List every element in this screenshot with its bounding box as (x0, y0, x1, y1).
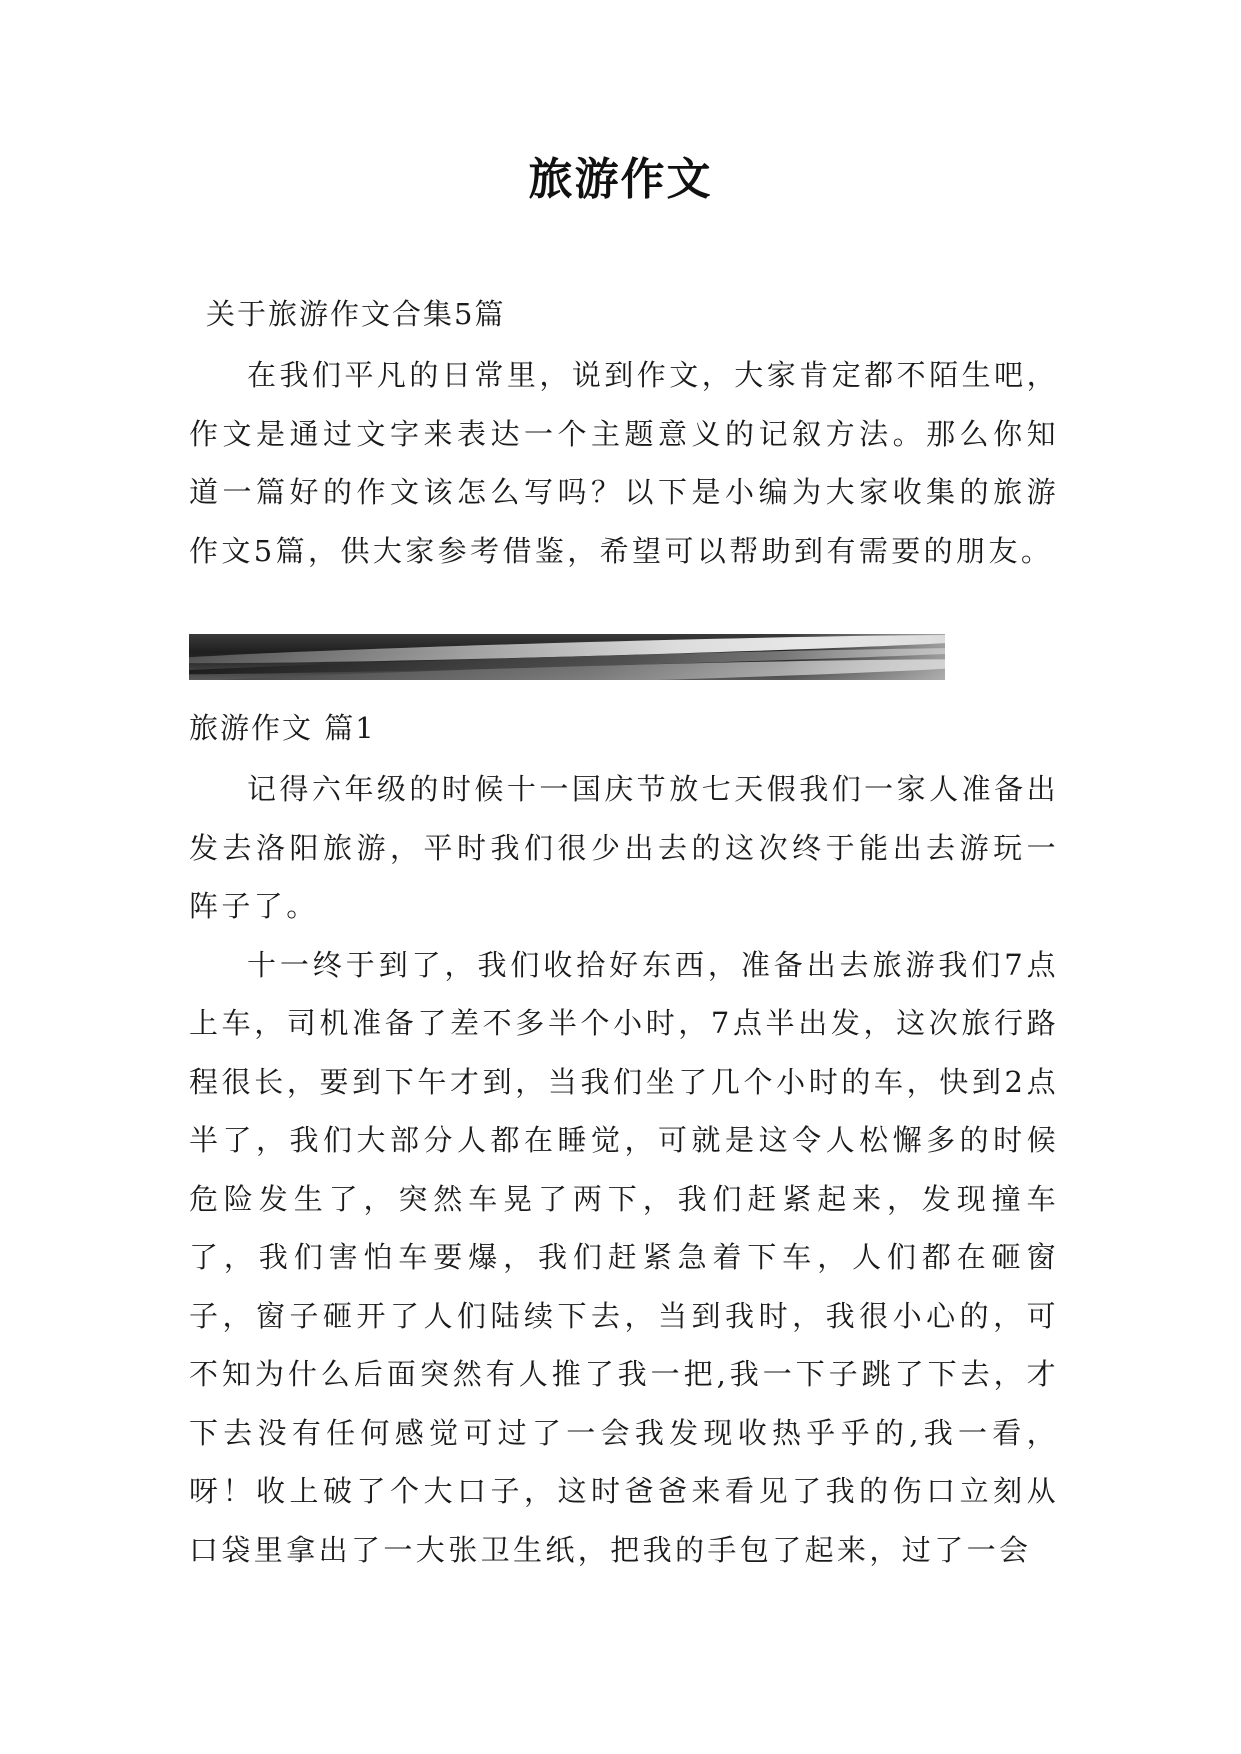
intro-paragraph: 在我们平凡的日常里，说到作文，大家肯定都不陌生吧，作文是通过文字来表达一个主题意义的记叙方法。那么你知道一篇好的作文该怎么写吗？以下是小编为大家收集的旅游作文5篇，供大家参考借鉴，希望可以帮助到有需要的朋友。 (189, 358, 1059, 568)
intro-block (189, 346, 1059, 580)
document-title: 旅游作文 (528, 154, 713, 205)
body-paragraph: 十一终于到了，我们收拾好东西，准备出去旅游我们7点上车，司机准备了差不多半个小时，7点半出发，这次旅行路程很长，要到下午才到，当我们坐了几个小时的车，快到2点半了，我们大部分人都在睡觉，可就是这令人松懈多的时候危险发生了，突然车晃了两下，我们赶紧起来，发现撞车了，我们害怕车要爆，我们赶紧急着下车，人们都在砸窗子，窗子砸开了人们陆续下去，当到我时，我很小心的，可不知为什么后面突然有人推了我一把,我一下子跳了下去，才下去没有任何感觉可过了一会我发现收热乎乎的,我一看，呀！收上破了个大口子，这时爸爸来看见了我的伤口立刻从口袋里拿出了一大张卫生纸，把我的手包了起来，过了一会 (189, 947, 1059, 1567)
section-heading: 旅游作文 篇1 (189, 711, 376, 745)
document-subtitle: 关于旅游作文合集5篇 (206, 297, 506, 331)
section-body (189, 760, 1059, 1579)
banner-fade (785, 634, 945, 680)
decorative-banner-image (189, 634, 945, 680)
body-paragraph: 记得六年级的时候十一国庆节放七天假我们一家人准备出发去洛阳旅游，平时我们很少出去的这次终于能出去游玩一阵子了。 (189, 772, 1059, 923)
